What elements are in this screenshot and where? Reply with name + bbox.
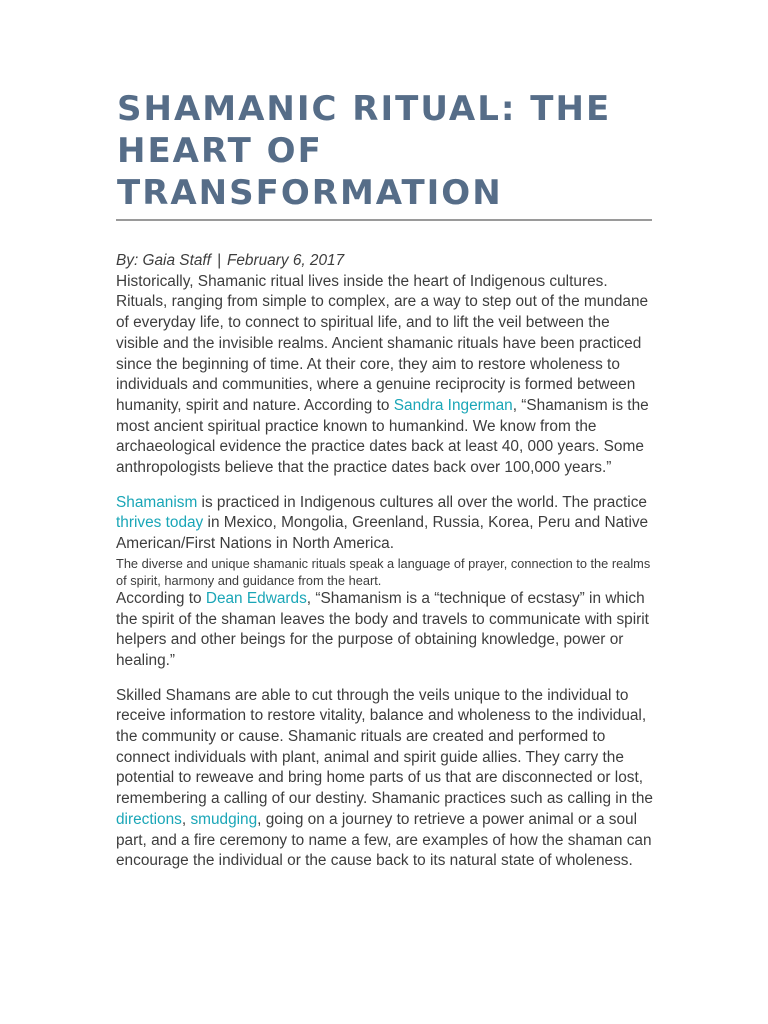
byline-separator: |: [216, 252, 221, 269]
title-divider: [116, 219, 652, 221]
paragraph-shamanism: [116, 493, 656, 555]
paragraph-text: According to: [116, 589, 206, 607]
paragraph-intro: [116, 272, 656, 479]
byline: [116, 251, 656, 272]
article-title: SHAMANIC RITUAL: THE HEART OF TRANSFORMATION: [117, 89, 612, 213]
link-thrives-today[interactable]: thrives today: [116, 514, 204, 532]
paragraph-text: is practiced in Indigenous cultures all over the world. The practice: [197, 493, 647, 511]
link-smudging[interactable]: smudging: [190, 810, 258, 828]
paragraph-text: Skilled Shamans are able to cut through the veils unique to the individual to receive information to restore vitality, balance and wholeness to the individual, the community or cause. Shamanic rituals are created and performed to connect individuals with plant, animal and spirit guide allies. They carry the potential to reweave and bring home parts of us that are disconnected or lost, remembering a calling of our destiny. Shamanic practices such as calling in the: [116, 686, 653, 808]
paragraph-text: , “Shamanism is a “technique of ecstasy” in which the spirit of the shaman leaves the body and travels to communicate with spirit helpers and other beings for the purpose of obtaining knowledge, power or healing.”: [116, 589, 649, 669]
link-dean-edwards[interactable]: Dean Edwards: [205, 589, 307, 607]
byline-author: By: Gaia Staff: [116, 252, 211, 269]
paragraph-skilled-shamans: [116, 686, 656, 872]
paragraph-text: , going on a journey to retrieve a power animal or a soul part, and a fire ceremony to name a few, are examples of how the shaman can encourage the individual or the cause back to its natural state of wholeness.: [116, 810, 652, 870]
paragraph-caption: The diverse and unique shamanic rituals speak a language of prayer, connection to the realms of spirit, harmony and guidance from the heart.: [116, 555, 651, 588]
paragraph-text: , “Shamanism is the most ancient spiritual practice known to humankind. We know from the archaeological evidence the practice dates back at least 40, 000 years. Some anthropologists believe that the practice dates back over 100,000 years.”: [116, 396, 649, 477]
article-body: [116, 251, 656, 872]
paragraph-text: ,: [181, 810, 191, 828]
paragraph-text: Historically, Shamanic ritual lives inside the heart of Indigenous cultures. Rituals, ranging from simple to complex, are a way to step out of the mundane of everyday life, to connect to spiritual life, and to lift the veil between the visible and the invisible realms. Ancient shamanic rituals have been practiced since the beginning of time. At their core, they aim to restore wholeness to individuals and communities, where a genuine reciprocity is formed between humanity, spirit and nature. According to: [116, 272, 649, 414]
byline-date: February 6, 2017: [226, 252, 345, 269]
link-shamanism[interactable]: Shamanism: [116, 493, 198, 511]
link-directions[interactable]: directions: [116, 810, 182, 828]
link-sandra-ingerman[interactable]: Sandra Ingerman: [393, 396, 513, 414]
paragraph-text: in Mexico, Mongolia, Greenland, Russia, Korea, Peru and Native American/First Nations in North America.: [116, 514, 649, 553]
paragraph-dean-edwards: [116, 589, 656, 672]
